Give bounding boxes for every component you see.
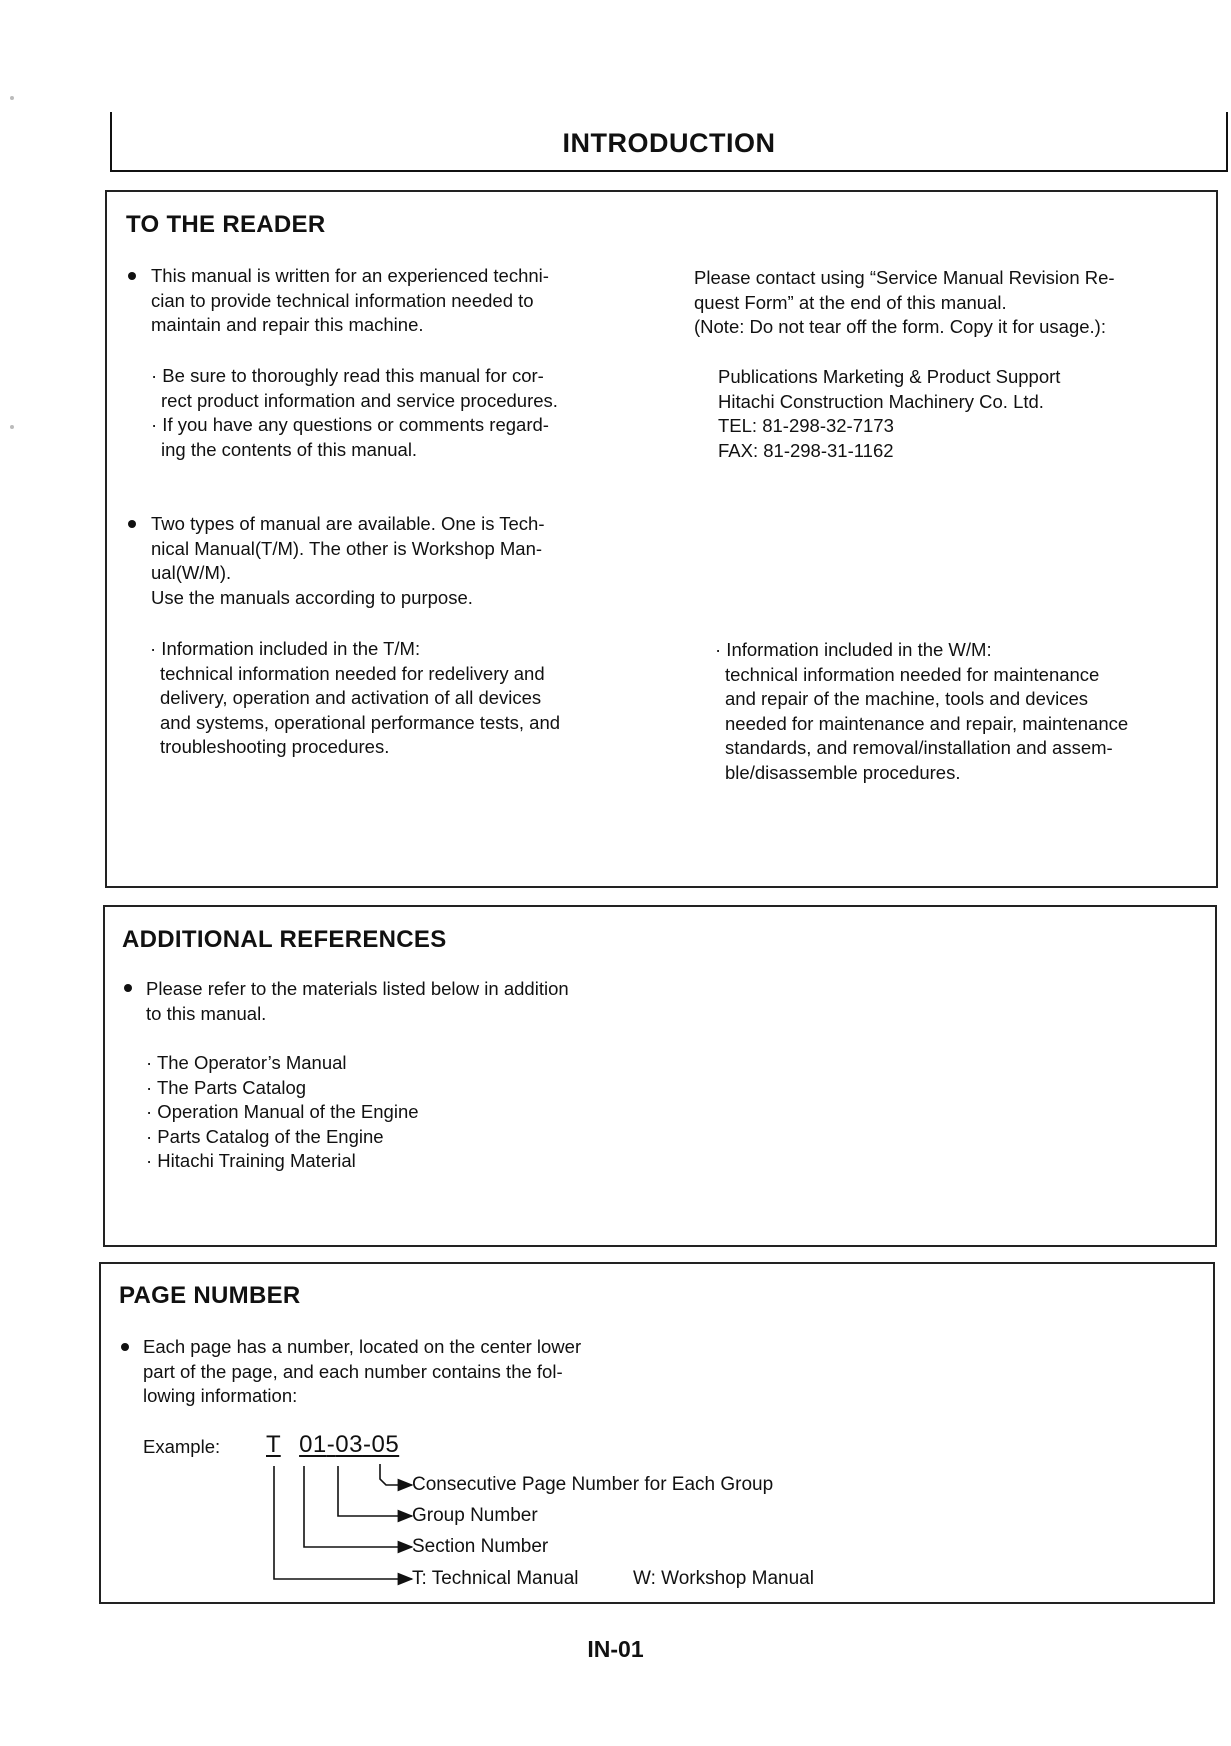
text-line: needed for maintenance and repair, maintenance xyxy=(725,712,1129,734)
list-item: · Hitachi Training Material xyxy=(146,1150,356,1171)
section-title-to-the-reader: TO THE READER xyxy=(126,211,326,238)
page-title: INTRODUCTION xyxy=(562,128,776,158)
code-separator: - xyxy=(362,1431,372,1458)
scan-speck xyxy=(10,96,14,100)
text-line: technical information needed for redelivery and xyxy=(160,662,545,684)
list-item: · The Operator’s Manual xyxy=(146,1052,347,1073)
text-line: FAX: 81-298-31-1162 xyxy=(718,439,894,461)
text-line: maintain and repair this machine. xyxy=(151,314,424,335)
list-item: · The Parts Catalog xyxy=(146,1076,307,1098)
text-line: quest Form” at the end of this manual. xyxy=(694,291,1007,313)
text-line: part of the page, and each number contains the fol- xyxy=(143,1360,563,1382)
text-line: rect product information and service procedures. xyxy=(161,389,558,411)
code-section: 01 xyxy=(299,1431,327,1458)
list-item: · Parts Catalog of the Engine xyxy=(146,1125,384,1147)
text-line: lowing information: xyxy=(143,1385,298,1406)
legend-section-number: Section Number xyxy=(412,1536,549,1557)
code-manual-type: T xyxy=(266,1431,281,1458)
text-line: (Note: Do not tear off the form. Copy it for usage.): xyxy=(694,316,1106,337)
tree-line-group xyxy=(338,1466,412,1516)
legend-technical-manual: T: Technical Manual xyxy=(412,1568,579,1589)
text-line: standards, and removal/installation and assem- xyxy=(725,737,1113,758)
text-line: technical information needed for maintenance xyxy=(725,663,1100,685)
text-line: · If you have any questions or comments regard- xyxy=(151,414,549,435)
text-line: Each page has a number, located on the center lower xyxy=(143,1336,582,1357)
text-line: ble/disassemble procedures. xyxy=(725,761,961,783)
text-line: Two types of manual are available. One is Tech- xyxy=(151,513,545,534)
tree-line-section xyxy=(304,1466,412,1547)
example-label: Example: xyxy=(143,1436,221,1457)
text-line: ing the contents of this manual. xyxy=(161,438,418,460)
text-line: · Information included in the T/M: xyxy=(150,638,421,659)
code-group: 03 xyxy=(335,1431,363,1458)
scan-speck xyxy=(10,425,14,429)
code-separator: - xyxy=(326,1431,336,1458)
text-line: Use the manuals according to purpose. xyxy=(151,586,473,608)
section-title-page-number: PAGE NUMBER xyxy=(119,1282,301,1309)
text-line: troubleshooting procedures. xyxy=(160,736,390,757)
page-number: IN-01 xyxy=(587,1636,644,1662)
text-line: Please contact using “Service Manual Revision Re- xyxy=(694,267,1115,288)
text-line: and systems, operational performance tests, and xyxy=(160,711,561,733)
text-line: · Be sure to thoroughly read this manual for cor- xyxy=(151,365,544,386)
text-line: and repair of the machine, tools and devices xyxy=(725,688,1089,709)
tree-line-technical xyxy=(274,1466,412,1579)
section-title-additional-references: ADDITIONAL REFERENCES xyxy=(122,926,447,953)
text-line: cian to provide technical information needed to xyxy=(151,289,534,311)
text-line: delivery, operation and activation of all devices xyxy=(160,687,542,708)
legend-workshop-manual: W: Workshop Manual xyxy=(633,1568,814,1589)
text-line: Publications Marketing & Product Support xyxy=(718,366,1061,387)
text-line: · Information included in the W/M: xyxy=(715,639,992,660)
legend-consecutive-page: Consecutive Page Number for Each Group xyxy=(412,1474,774,1495)
text-line: TEL: 81-298-32-7173 xyxy=(718,415,894,436)
text-line: to this manual. xyxy=(146,1002,267,1024)
text-line: Hitachi Construction Machinery Co. Ltd. xyxy=(718,390,1044,412)
legend-group-number: Group Number xyxy=(412,1505,538,1526)
list-item: · Operation Manual of the Engine xyxy=(146,1101,419,1122)
text-line: nical Manual(T/M). The other is Workshop Man- xyxy=(151,537,543,559)
tree-line-consecutive xyxy=(380,1464,412,1485)
text-line: This manual is written for an experienced techni- xyxy=(151,265,549,286)
text-line: ual(W/M). xyxy=(151,562,232,583)
code-page: 05 xyxy=(371,1431,400,1458)
text-line: Please refer to the materials listed below in addition xyxy=(146,978,569,999)
